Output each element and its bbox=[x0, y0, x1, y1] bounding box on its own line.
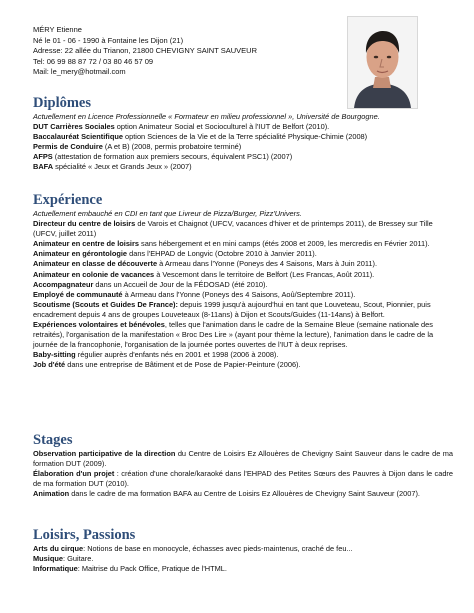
item-label: DUT Carrières Sociales bbox=[33, 122, 115, 132]
section-title: Diplômes bbox=[33, 95, 91, 111]
list-item bbox=[33, 564, 453, 574]
item-label: Observation participative de la direction bbox=[33, 449, 176, 458]
list-item bbox=[33, 259, 453, 269]
list-item bbox=[33, 320, 453, 350]
contact-birth: Né le 01 - 06 - 1990 à Fontaine les Dijon (21) bbox=[33, 35, 184, 45]
section-intro: Actuellement embauché en CDI en tant que Livreur de Pizza/Burger, Pizz'Univers. bbox=[33, 209, 302, 218]
item-text: : Guitare. bbox=[62, 554, 94, 564]
item-label: Permis de Conduire bbox=[33, 142, 103, 152]
item-text: dans une entreprise de Bâtiment et de Pose de Papier-Peinture (2006). bbox=[65, 360, 301, 370]
list-item bbox=[33, 360, 453, 370]
section-experience bbox=[33, 192, 453, 371]
list-item bbox=[33, 280, 453, 290]
contact-block bbox=[33, 25, 333, 78]
item-label: Accompagnateur bbox=[33, 279, 94, 289]
section-title: Loisirs, Passions bbox=[33, 527, 136, 543]
list-item bbox=[33, 162, 453, 172]
list-item bbox=[33, 152, 453, 162]
item-text: depuis 1999 jusqu'à aujourd'hui en tant que Louveteau, Scout, Pionnier, puis encadrement depuis 4 ans de groupes Louveteaux (8-11ans) à Dijon et Scouts/Guides (11-14ans) à Belfort. bbox=[33, 299, 431, 319]
item-text: dans le cadre de ma formation BAFA au Centre de Loisirs Ez Allouères de Chevigny Saint Sauveur (2007). bbox=[69, 489, 420, 499]
list-item bbox=[33, 249, 453, 259]
item-label: Expériences volontaires et bénévoles bbox=[33, 320, 165, 330]
item-text: (A et B) (2008, permis probatoire terminé) bbox=[102, 142, 242, 152]
list-item bbox=[33, 469, 453, 489]
item-text: (attestation de formation aux premiers secours, équivalent PSC1) (2007) bbox=[52, 152, 293, 162]
item-label: AFPS bbox=[33, 152, 53, 162]
item-label: BAFA bbox=[33, 162, 54, 172]
list-item bbox=[33, 270, 453, 280]
item-label: Élaboration d'un projet bbox=[33, 469, 115, 479]
list-item bbox=[33, 239, 453, 249]
item-text: spécialité « Jeux et Grands Jeux » (2007) bbox=[53, 162, 192, 172]
list-item bbox=[33, 290, 453, 300]
item-text: : Notions de base en monocycle, échasses avec pieds-maintenus, craché de feu... bbox=[83, 544, 353, 553]
item-text: à Armeau dans l'Yonne (Poneys des 4 Saisons, Mars à Juin 2011). bbox=[157, 259, 378, 269]
section-intro: Actuellement en Licence Professionnelle « Formateur en milieu professionnel », Université de Bourgogne. bbox=[33, 112, 380, 121]
item-label: Musique bbox=[33, 554, 63, 564]
list-item bbox=[33, 142, 453, 152]
item-text: de Varois et Chaignot (UFCV, vacances d'hiver et de printemps 2011), de Bressey sur Tille (UFCV, juillet 2011) bbox=[33, 219, 433, 239]
section-diplomes bbox=[33, 95, 453, 173]
section-stages bbox=[33, 432, 453, 499]
item-label: Animateur en classe de découverte bbox=[33, 259, 158, 269]
list-item bbox=[33, 350, 453, 360]
item-text: du Centre de Loisirs Ez Allouères de Chevigny Saint Sauveur dans le cadre de ma formation DUT (2009). bbox=[33, 449, 454, 469]
item-label: Animateur en gérontologie bbox=[33, 249, 128, 259]
section-title: Stages bbox=[33, 432, 73, 448]
item-label: Arts du cirque bbox=[33, 544, 84, 553]
item-text: sans hébergement et en mini camps (étés 2008 et 2009, les mercredis en Février 2011). bbox=[138, 239, 430, 249]
item-text: : Maitrise du Pack Office, Pratique de l'HTML. bbox=[77, 564, 227, 574]
item-label: Baby-sitting bbox=[33, 350, 76, 360]
contact-mail: Mail: le_mery@hotmail.com bbox=[33, 67, 126, 77]
list-item bbox=[33, 122, 453, 132]
list-item bbox=[33, 449, 453, 469]
item-text: dans un Accueil de Jour de la FÉDOSAD (été 2010). bbox=[93, 279, 268, 289]
item-text: option Animateur Social et Socioculturel à l'IUT de Belfort (2010). bbox=[114, 122, 330, 132]
contact-name: MÉRY Etienne bbox=[33, 25, 82, 34]
list-item bbox=[33, 544, 453, 554]
item-label: Animateur en centre de loisirs bbox=[33, 239, 139, 249]
item-label: Directeur du centre de loisirs bbox=[33, 219, 136, 229]
item-label: Informatique bbox=[33, 564, 78, 574]
item-text: : création d'une chorale/karaoké dans l'EHPAD des Petites Sœurs des Pauvres à Dijon dans le cadre de ma formation DUT (2010). bbox=[33, 469, 454, 489]
item-text: régulier auprès d'enfants nés en 2001 et 1998 (2006 à 2008). bbox=[75, 350, 279, 360]
item-label: Scoutisme (Scouts et Guides De France): bbox=[33, 299, 178, 309]
item-text: , telles que l'animation dans le cadre de la Semaine Bleue (semaine nationale des retraités), l'organisation de la manifestation « Broc Des Lire » (ayant pour thème la lecture), l'animation dans le cadre de la journée de la francophonie, l'organisation de la journée portes ouvertes de l'IUT à deux reprises. bbox=[33, 320, 434, 350]
item-label: Baccalauréat Scientifique bbox=[33, 132, 123, 142]
list-item bbox=[33, 132, 453, 142]
item-label: Job d'été bbox=[33, 360, 66, 370]
contact-address: Adresse: 22 allée du Trianon, 21800 CHEVIGNY SAINT SAUVEUR bbox=[33, 46, 258, 56]
item-text: à Armeau dans l'Yonne (Poneys des 4 Saisons, Aoû/Septembre 2011). bbox=[122, 289, 356, 299]
item-text: option Sciences de la Vie et de la Terre spécialité Physique-Chimie (2008) bbox=[122, 132, 368, 142]
list-item bbox=[33, 300, 453, 320]
list-item bbox=[33, 554, 453, 564]
item-label: Animation bbox=[33, 489, 70, 499]
list-item bbox=[33, 219, 453, 239]
item-text: à Vescemont dans le territoire de Belfort (Les Francas, Août 2011). bbox=[154, 269, 375, 279]
section-title: Expérience bbox=[33, 192, 103, 208]
section-loisirs bbox=[33, 527, 453, 574]
list-item bbox=[33, 489, 453, 499]
contact-phone: Tel: 06 99 88 87 72 / 03 80 46 57 09 bbox=[33, 56, 154, 66]
item-label: Employé de communauté bbox=[33, 289, 123, 299]
item-text: dans l'EHPAD de Longvic (Octobre 2010 à Janvier 2011). bbox=[127, 249, 317, 259]
item-label: Animateur en colonie de vacances bbox=[33, 269, 155, 279]
